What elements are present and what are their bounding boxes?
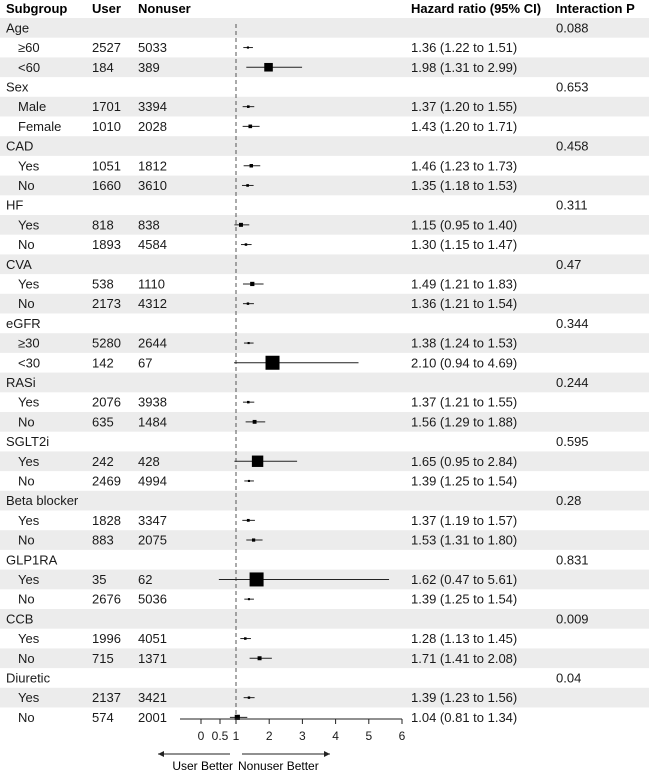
hazard-ratio-text: 1.37 (1.20 to 1.55) xyxy=(411,99,518,115)
arrow-right-head xyxy=(324,751,330,757)
point-estimate xyxy=(247,105,250,108)
nonuser-count: 4312 xyxy=(138,296,167,312)
point-estimate xyxy=(247,302,249,304)
nonuser-count: 389 xyxy=(138,59,160,75)
group-label: eGFR xyxy=(6,315,41,331)
group-label: RASi xyxy=(6,374,36,390)
hazard-ratio-text: 1.53 (1.31 to 1.80) xyxy=(411,532,518,548)
nonuser-count: 838 xyxy=(138,217,160,233)
hazard-ratio-text: 1.43 (1.20 to 1.71) xyxy=(411,118,518,134)
user-count: 184 xyxy=(92,59,114,75)
subgroup-label: Yes xyxy=(18,217,40,233)
nonuser-count: 4051 xyxy=(138,631,167,647)
hazard-ratio-text: 1.39 (1.25 to 1.54) xyxy=(411,473,518,489)
row-band xyxy=(0,609,649,629)
group-label: CVA xyxy=(6,256,32,272)
user-count: 2527 xyxy=(92,40,121,56)
hazard-ratio-text: 1.98 (1.31 to 2.99) xyxy=(411,59,518,75)
hazard-ratio-text: 1.65 (0.95 to 2.84) xyxy=(411,453,518,469)
interaction-p-value: 0.04 xyxy=(556,670,582,686)
header-interaction-p: Interaction P xyxy=(556,1,635,16)
nonuser-count: 4994 xyxy=(138,473,167,489)
nonuser-count: 5036 xyxy=(138,591,167,607)
subgroup-label: Yes xyxy=(18,690,40,706)
user-count: 538 xyxy=(92,276,114,292)
user-count: 715 xyxy=(92,650,114,666)
user-count: 2676 xyxy=(92,591,121,607)
group-label: SGLT2i xyxy=(6,434,50,450)
nonuser-count: 2644 xyxy=(138,335,167,351)
user-count: 35 xyxy=(92,571,107,587)
nonuser-count: 4584 xyxy=(138,237,167,253)
row-band xyxy=(0,254,649,274)
user-count: 5280 xyxy=(92,335,121,351)
x-axis xyxy=(158,719,406,772)
hazard-ratio-text: 1.35 (1.18 to 1.53) xyxy=(411,177,518,193)
user-count: 1660 xyxy=(92,177,121,193)
nonuser-count: 2001 xyxy=(138,709,167,725)
user-count: 2076 xyxy=(92,394,121,410)
subgroup-label: No xyxy=(18,237,35,253)
subgroup-label: No xyxy=(18,414,35,430)
subgroup-label: Yes xyxy=(18,631,40,647)
subgroup-label: Yes xyxy=(18,158,40,174)
nonuser-count: 2075 xyxy=(138,532,167,548)
point-estimate xyxy=(244,637,247,640)
hazard-ratio-text: 1.71 (1.41 to 2.08) xyxy=(411,650,518,666)
group-label: CCB xyxy=(6,611,34,627)
hazard-ratio-text: 1.62 (0.47 to 5.61) xyxy=(411,571,518,587)
subgroup-label: No xyxy=(18,650,35,666)
interaction-p-value: 0.458 xyxy=(556,138,589,154)
hazard-ratio-text: 1.36 (1.22 to 1.51) xyxy=(411,40,518,56)
hazard-ratio-text: 1.37 (1.19 to 1.57) xyxy=(411,512,518,528)
point-estimate xyxy=(248,480,250,482)
x-tick-label: 2 xyxy=(265,729,273,743)
subgroup-label: <30 xyxy=(18,355,41,371)
hazard-ratio-text: 1.39 (1.23 to 1.56) xyxy=(411,690,518,706)
nonuser-count: 1110 xyxy=(138,276,165,292)
subgroup-label: Yes xyxy=(18,512,40,528)
point-estimate xyxy=(252,456,263,467)
subgroup-label: Yes xyxy=(18,453,40,469)
nonuser-count: 3394 xyxy=(138,99,167,115)
point-estimate xyxy=(248,696,250,698)
hazard-ratio-text: 1.30 (1.15 to 1.47) xyxy=(411,237,518,253)
hazard-ratio-text: 1.56 (1.29 to 1.88) xyxy=(411,414,518,430)
user-count: 574 xyxy=(92,709,114,725)
user-count: 142 xyxy=(92,355,114,371)
user-count: 1051 xyxy=(92,158,121,174)
user-count: 2137 xyxy=(92,690,121,706)
interaction-p-value: 0.28 xyxy=(556,493,582,509)
group-label: Sex xyxy=(6,79,29,95)
nonuser-count: 1371 xyxy=(138,650,167,666)
user-count: 635 xyxy=(92,414,114,430)
point-estimate xyxy=(252,538,255,541)
subgroup-label: No xyxy=(18,473,35,489)
hazard-ratio-text: 1.49 (1.21 to 1.83) xyxy=(411,276,518,292)
x-tick-label: 6 xyxy=(398,729,406,743)
header-user: User xyxy=(92,1,121,16)
hazard-ratio-text: 1.15 (0.95 to 1.40) xyxy=(411,217,518,233)
point-estimate xyxy=(250,164,253,167)
row-band xyxy=(0,136,649,156)
subgroup-label: Male xyxy=(18,99,47,115)
nonuser-count: 3347 xyxy=(138,512,167,528)
point-estimate xyxy=(250,572,264,586)
direction-label-nonuser-better: Nonuser Better xyxy=(238,759,319,772)
row-band xyxy=(0,373,649,393)
interaction-p-value: 0.595 xyxy=(556,434,589,450)
point-estimate xyxy=(247,46,249,48)
nonuser-count: 3610 xyxy=(138,177,167,193)
subgroup-label: ≥60 xyxy=(18,40,40,56)
group-label: Beta blocker xyxy=(6,493,79,509)
nonuser-count: 3421 xyxy=(138,690,167,706)
subgroup-label: ≥30 xyxy=(18,335,40,351)
subgroup-label: <60 xyxy=(18,59,41,75)
point-estimate xyxy=(239,223,243,227)
point-estimate xyxy=(264,63,273,72)
hazard-ratio-text: 2.10 (0.94 to 4.69) xyxy=(411,355,518,371)
subgroup-label: No xyxy=(18,296,35,312)
hazard-ratio-text: 1.37 (1.21 to 1.55) xyxy=(411,394,518,410)
nonuser-count: 62 xyxy=(138,571,153,587)
header-nonuser: Nonuser xyxy=(138,1,191,16)
nonuser-count: 67 xyxy=(138,355,153,371)
subgroup-label: No xyxy=(18,177,35,193)
hazard-ratio-text: 1.36 (1.21 to 1.54) xyxy=(411,296,518,312)
user-count: 1996 xyxy=(92,631,121,647)
interaction-p-value: 0.009 xyxy=(556,611,589,627)
hazard-ratio-text: 1.28 (1.13 to 1.45) xyxy=(411,631,518,647)
interaction-p-value: 0.088 xyxy=(556,20,589,36)
user-count: 1701 xyxy=(92,99,121,115)
row-band xyxy=(0,18,649,38)
header-subgroup: Subgroup xyxy=(6,1,68,16)
column-headers xyxy=(6,1,635,16)
group-label: HF xyxy=(6,197,24,213)
point-estimate xyxy=(266,356,280,370)
user-count: 242 xyxy=(92,453,114,469)
group-label: Age xyxy=(6,20,30,36)
point-estimate xyxy=(247,519,250,522)
interaction-p-value: 0.831 xyxy=(556,552,589,568)
nonuser-count: 1484 xyxy=(138,414,167,430)
user-count: 1828 xyxy=(92,512,121,528)
x-tick-label: 1 xyxy=(232,729,240,743)
user-count: 883 xyxy=(92,532,114,548)
arrow-left-head xyxy=(158,751,164,757)
interaction-p-value: 0.47 xyxy=(556,256,582,272)
hazard-ratio-text: 1.04 (0.81 to 1.34) xyxy=(411,709,518,725)
subgroup-label: Yes xyxy=(18,394,40,410)
group-label: CAD xyxy=(6,138,34,154)
user-count: 1893 xyxy=(92,237,121,253)
interaction-p-value: 0.311 xyxy=(556,197,588,213)
x-tick-label: 0 xyxy=(197,729,205,743)
point-estimate xyxy=(247,401,250,404)
header-hazard-ratio: Hazard ratio (95% CI) xyxy=(411,1,542,16)
point-estimate xyxy=(245,243,247,245)
point-estimate xyxy=(248,342,250,344)
row-band xyxy=(0,491,649,511)
subgroup-label: No xyxy=(18,532,35,548)
interaction-p-value: 0.653 xyxy=(556,79,589,95)
group-label: GLP1RA xyxy=(6,552,58,568)
nonuser-count: 3938 xyxy=(138,394,167,410)
subgroup-label: No xyxy=(18,591,35,607)
x-tick-label: 5 xyxy=(365,729,373,743)
group-label: Diuretic xyxy=(6,670,51,686)
hazard-ratio-text: 1.46 (1.23 to 1.73) xyxy=(411,158,518,174)
x-tick-label: 3 xyxy=(299,729,306,743)
point-estimate xyxy=(253,420,257,424)
user-count: 818 xyxy=(92,217,114,233)
subgroup-label: Female xyxy=(18,118,62,134)
x-tick-label: 0.5 xyxy=(211,729,229,743)
point-estimate xyxy=(250,282,254,286)
hazard-ratio-text: 1.38 (1.24 to 1.53) xyxy=(411,335,518,351)
interaction-p-value: 0.244 xyxy=(556,374,589,390)
nonuser-count: 5033 xyxy=(138,40,167,56)
hazard-ratio-text: 1.39 (1.25 to 1.54) xyxy=(411,591,518,607)
point-estimate xyxy=(248,598,250,600)
subgroup-label: Yes xyxy=(18,571,40,587)
point-estimate xyxy=(248,125,252,129)
nonuser-count: 2028 xyxy=(138,118,167,134)
nonuser-count: 1812 xyxy=(138,158,167,174)
user-count: 2173 xyxy=(92,296,121,312)
interaction-p-value: 0.344 xyxy=(556,315,589,331)
x-tick-label: 4 xyxy=(332,729,339,743)
direction-label-user-better: User Better xyxy=(172,759,233,772)
nonuser-count: 428 xyxy=(138,453,160,469)
subgroup-label: Yes xyxy=(18,276,40,292)
user-count: 1010 xyxy=(92,118,121,134)
user-count: 2469 xyxy=(92,473,121,489)
point-estimate xyxy=(246,184,249,187)
point-estimate xyxy=(258,656,262,660)
subgroup-label: No xyxy=(18,709,35,725)
